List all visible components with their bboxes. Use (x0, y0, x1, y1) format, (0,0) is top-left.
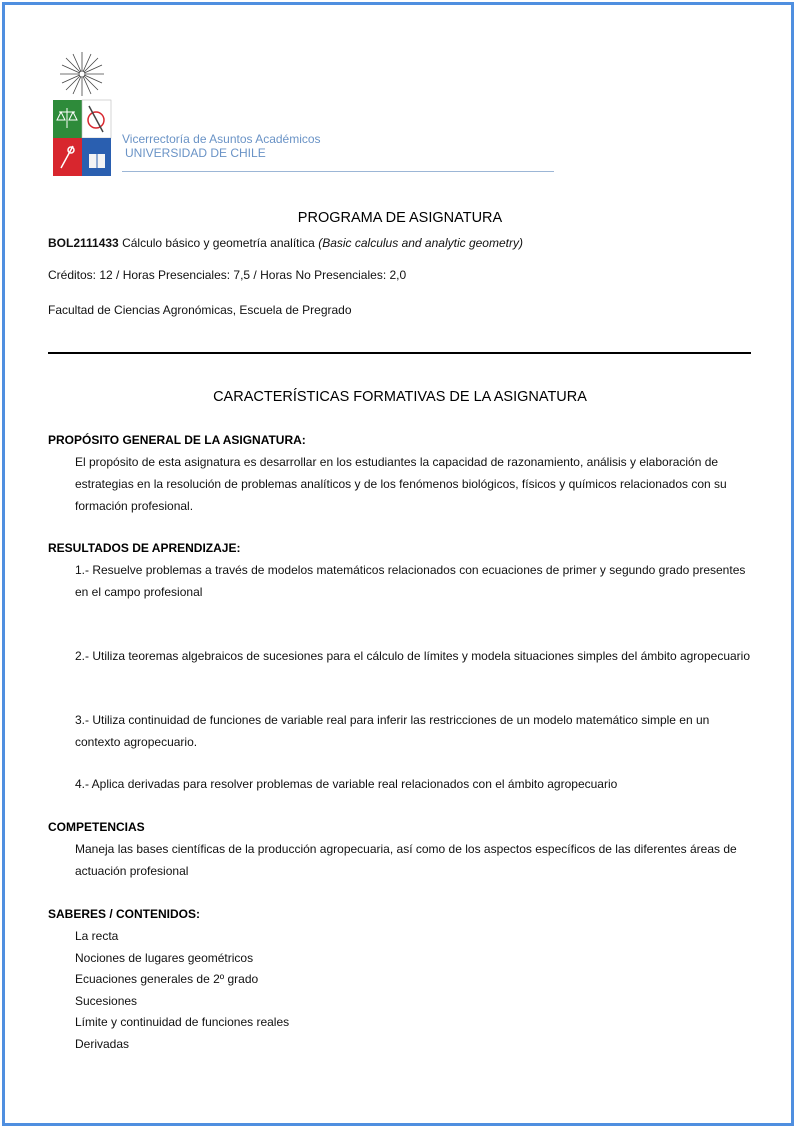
resultado-item: 2.- Utiliza teoremas algebraicos de sucesiones para el cálculo de límites y modela situaciones simples del ámbito agropecuario (75, 649, 751, 663)
document-title: PROGRAMA DE ASIGNATURA (297, 210, 503, 226)
university-coat-of-arms-logo (51, 50, 113, 178)
credits-line: Créditos: 12 / Horas Presenciales: 7,5 / Horas No Presenciales: 2,0 (48, 268, 407, 282)
list-item: Derivadas (75, 1036, 130, 1051)
list-item: Ecuaciones generales de 2º grado (75, 972, 259, 987)
header-divider (122, 171, 554, 172)
course-name: Cálculo básico y geometría analítica (122, 236, 315, 250)
saberes-heading: SABERES / CONTENIDOS: (48, 907, 201, 921)
list-item: La recta (75, 929, 119, 943)
section-divider (48, 352, 751, 354)
saberes-list (75, 926, 289, 1056)
resultados-heading: RESULTADOS DE APRENDIZAJE: (48, 541, 241, 555)
list-item: Límite y continuidad de funciones reales (75, 1015, 290, 1030)
proposito-text: El propósito de esta asignatura es desarrollar en los estudiantes la capacidad de razonamiento, análisis y elaboración de estrategias en la resolución de problemas analíticos y de los fenómenos biológicos, físicos y químicos relacionados con su formación profesional. (75, 455, 727, 513)
university-name: UNIVERSIDAD DE CHILE (125, 146, 266, 160)
list-item: Nociones de lugares geométricos (75, 950, 254, 965)
resultado-item: 4.- Aplica derivadas para resolver problemas de variable real relacionados con el ámbito agropecuario (75, 777, 618, 791)
section-title: CARACTERÍSTICAS FORMATIVAS DE LA ASIGNATURA (213, 389, 587, 405)
course-code: BOL2111433 (48, 236, 119, 250)
vicerrectoria-label: Vicerrectoría de Asuntos Académicos (122, 132, 321, 146)
course-line (48, 236, 523, 250)
issuing-office (122, 132, 321, 160)
course-name-english: (Basic calculus and analytic geometry) (318, 236, 523, 250)
resultado-item: 1.- Resuelve problemas a través de modelos matemáticos relacionados con ecuaciones de primer y segundo grado presentes en el campo profesional (75, 563, 746, 599)
resultado-item: 3.- Utiliza continuidad de funciones de variable real para inferir las restricciones de un modelo matemático simple en un contexto agropecuario. (75, 713, 710, 749)
list-item: Sucesiones (75, 993, 138, 1008)
faculty-line: Facultad de Ciencias Agronómicas, Escuela de Pregrado (48, 303, 352, 317)
competencias-text: Maneja las bases científicas de la producción agropecuaria, así como de los aspectos específicos de las diferentes áreas de actuación profesional (75, 842, 737, 878)
proposito-heading: PROPÓSITO GENERAL DE LA ASIGNATURA: (48, 433, 306, 447)
competencias-heading: COMPETENCIAS (48, 820, 145, 834)
